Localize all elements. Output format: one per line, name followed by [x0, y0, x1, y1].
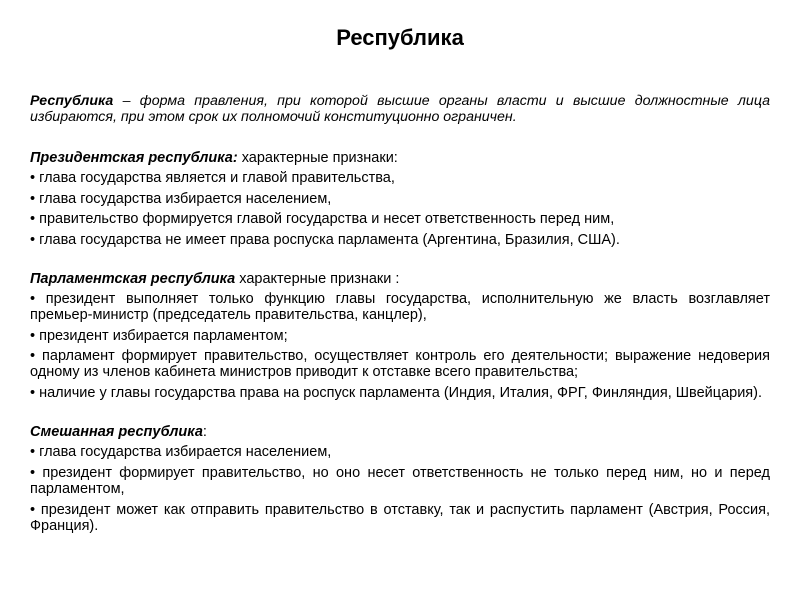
definition-text: – форма правления, при которой высшие органы власти и высшие должностные лица избираются, при этом срок их полномочий конституционно ограничен. [30, 93, 770, 125]
list-item: • глава государства не имеет права роспуска парламента (Аргентина, Бразилия, США). [30, 232, 770, 248]
page-title: Республика [336, 25, 464, 50]
list-item: • президент выполняет только функцию главы государства, исполнительную же власть возглавляет премьер-министр (председатель правительства, канцлер), [30, 291, 770, 323]
presidential-heading [30, 149, 770, 167]
list-item: • глава государства является и главой правительства, [30, 170, 770, 186]
list-item: • правительство формируется главой государства и несет ответственность перед ним, [30, 211, 770, 227]
list-item: • президент формирует правительство, но оно несет ответственность не только перед ним, но и перед парламентом, [30, 465, 770, 497]
definition [30, 93, 770, 125]
presidential-heading-term: Президентская республика: [30, 150, 238, 166]
mixed-heading [30, 423, 770, 441]
mixed-heading-rest: : [202, 424, 207, 440]
parliamentary-heading-rest: характерные признаки : [235, 270, 400, 287]
definition-term: Республика [30, 93, 114, 109]
presidential-section [30, 149, 770, 248]
parliamentary-heading-term: Парламентская республика [30, 270, 236, 287]
list-item: • парламент формирует правительство, осуществляет контроль его деятельности; выражение недоверия одному из членов кабинета министров приводит к отставке всего правительства; [30, 348, 770, 380]
list-item: • президент может как отправить правительство в отставку, так и распустить парламент (Австрия, Россия, Франция). [30, 502, 770, 534]
mixed-heading-term: Смешанная республика [30, 424, 203, 440]
list-item: • наличие у главы государства права на роспуск парламента (Индия, Италия, ФРГ, Финляндия, Швейцария). [30, 385, 770, 401]
mixed-section [30, 423, 770, 534]
parliamentary-section [30, 270, 770, 402]
list-item: • глава государства избирается населением, [30, 191, 770, 207]
presidential-heading-rest: характерные признаки: [237, 150, 398, 166]
list-item: • президент избирается парламентом; [30, 328, 770, 344]
parliamentary-heading [30, 270, 770, 288]
list-item: • глава государства избирается населением, [30, 444, 770, 460]
